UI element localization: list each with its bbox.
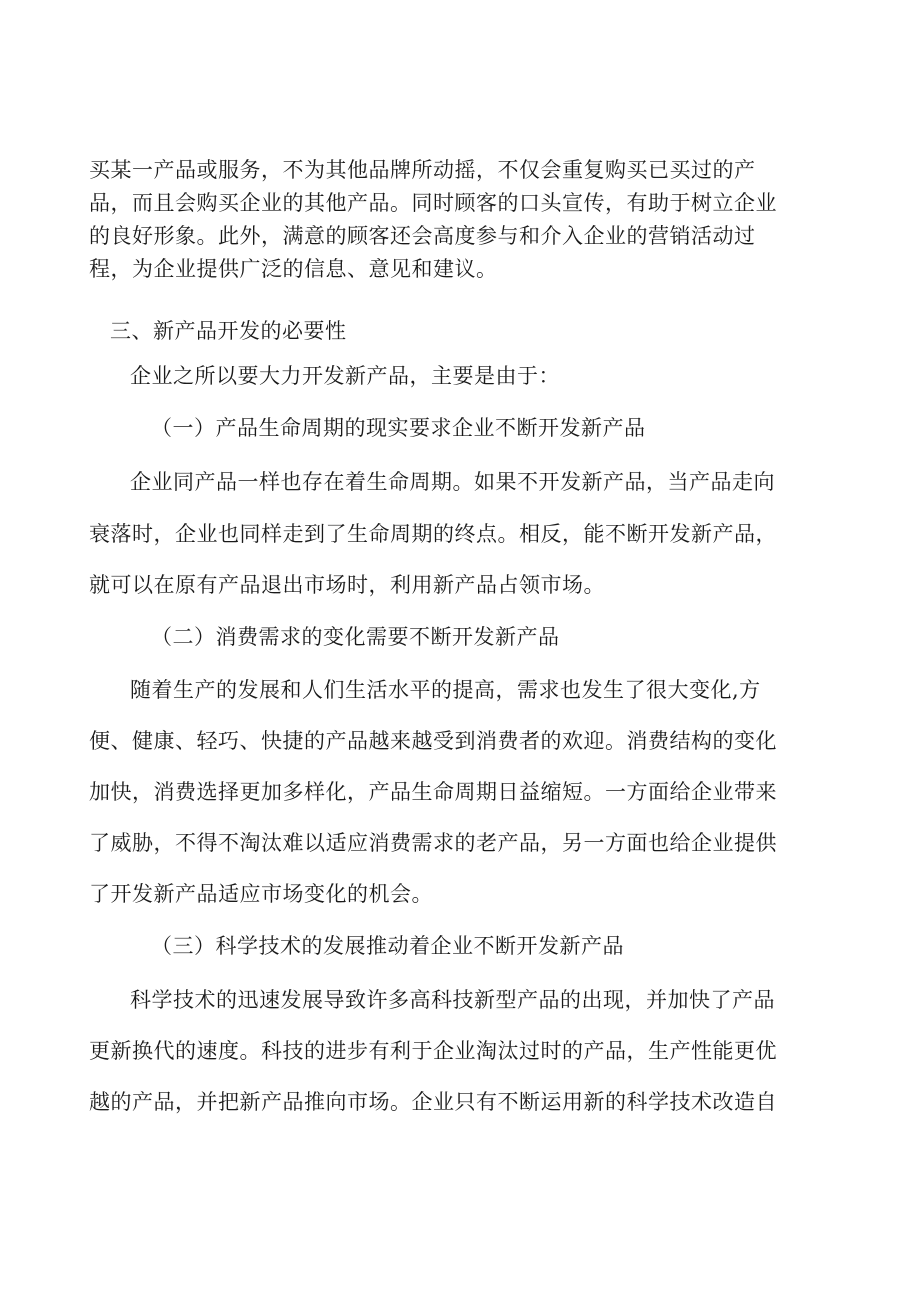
section-heading: 三、新产品开发的必要性 [110,319,347,343]
paragraph-line: 越的产品，并把新产品推向市场。企业只有不断运用新的科学技术改造自 [89,1090,777,1114]
paragraph-line: 更新换代的速度。科技的进步有利于企业淘汰过时的产品，生产性能更优 [89,1039,777,1063]
paragraph-line: 程，为企业提供广泛的信息、意见和建议。 [89,257,498,281]
paragraph-line: 买某一产品或服务，不为其他品牌所动摇，不仅会重复购买已买过的产 [89,158,756,182]
paragraph-line: 随着生产的发展和人们生活水平的提高，需求也发生了很大变化,方 [130,678,761,702]
paragraph-line: 了开发新产品适应市场变化的机会。 [89,882,433,906]
subheading: （一）产品生命周期的现实要求企业不断开发新产品 [151,416,646,440]
paragraph-line: 企业同产品一样也存在着生命周期。如果不开发新产品，当产品走向 [130,470,775,494]
subheading: （二）消费需求的变化需要不断开发新产品 [151,625,560,649]
paragraph-line: 加快，消费选择更加多样化，产品生命周期日益缩短。一方面给企业带来 [89,780,777,804]
paragraph-line: 了威胁，不得不淘汰难以适应消费需求的老产品，另一方面也给企业提供 [89,831,777,855]
paragraph-line: 便、健康、轻巧、快捷的产品越来越受到消费者的欢迎。消费结构的变化 [89,729,777,753]
paragraph-line: 科学技术的迅速发展导致许多高科技新型产品的出现，并加快了产品 [130,988,775,1012]
paragraph-line: 衰落时，企业也同样走到了生命周期的终点。相反，能不断开发新产品， [89,522,777,546]
paragraph-line: 就可以在原有产品退出市场时，利用新产品占领市场。 [89,573,605,597]
intro-line: 企业之所以要大力开发新产品，主要是由于： [130,364,560,388]
paragraph-line: 的良好形象。此外，满意的顾客还会高度参与和介入企业的营销活动过 [89,224,756,248]
subheading: （三）科学技术的发展推动着企业不断开发新产品 [151,934,624,958]
paragraph-line: 品，而且会购买企业的其他产品。同时顾客的口头宣传，有助于树立企业 [89,191,777,215]
